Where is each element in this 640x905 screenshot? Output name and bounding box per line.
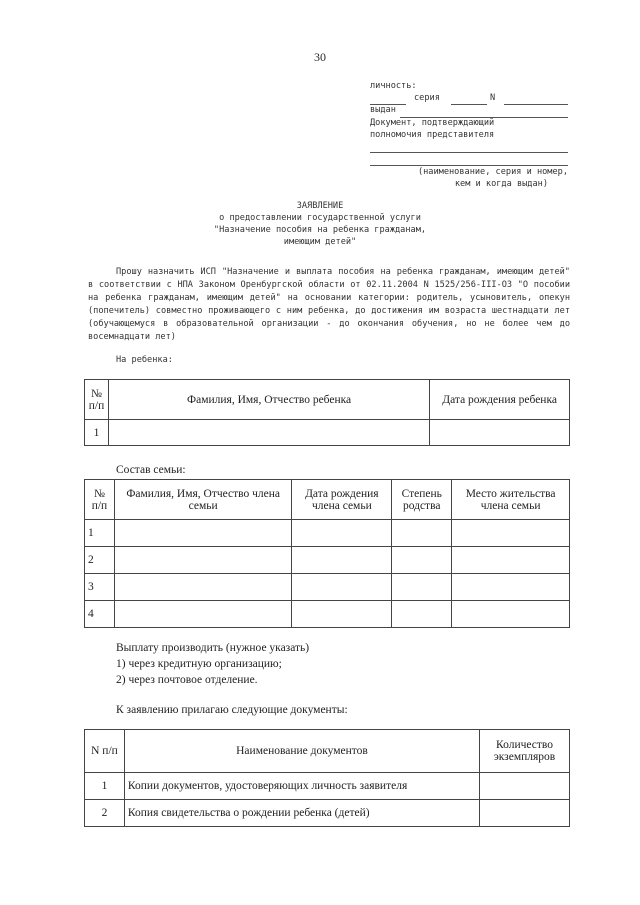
family-row-number: 4 bbox=[85, 601, 115, 628]
doc-row-number: 1 bbox=[85, 773, 125, 800]
documents-table bbox=[84, 729, 570, 827]
number-value-line bbox=[504, 104, 568, 105]
family-residence-cell[interactable] bbox=[452, 574, 570, 601]
documents-label: К заявлению прилагаю следующие документы: bbox=[116, 704, 348, 716]
child-row-number: 1 bbox=[85, 420, 109, 446]
documents-table-header bbox=[85, 730, 570, 773]
family-residence-cell[interactable] bbox=[452, 601, 570, 628]
family-row-number: 1 bbox=[85, 520, 115, 547]
doc-count-cell[interactable] bbox=[480, 800, 570, 827]
request-paragraph: Прошу назначить ИСП "Назначение и выплата пособия на ребенка гражданам, имеющим детей" в соответствии с НПА Законом Оренбургской области от 02.11.2004 N 1525/256-III-ОЗ "О пособии на ребенка гражданам, имеющим детей" на основании категории: родитель, усыновитель, опекун (попечитель) совместно проживающего с ним ребенка, до достижения им возраста шестнадцати лет (обучающемуся в образовательной организации - до окончания обучения, но не более чем до восемнадцати лет) bbox=[88, 267, 570, 342]
child-table-header bbox=[85, 380, 570, 420]
form-subtitle-3: имеющим детей" bbox=[283, 237, 357, 247]
table-row bbox=[85, 420, 570, 446]
child-col-birthdate: Дата рождения ребенка bbox=[430, 380, 570, 420]
payment-label: Выплату производить (нужное указать) bbox=[116, 642, 310, 654]
doc-caption-1: (наименование, серия и номер, bbox=[417, 167, 568, 177]
representative-doc-label: Документ, подтверждающий bbox=[370, 118, 495, 128]
representative-doc-label-2: полномочия представителя bbox=[370, 130, 495, 140]
child-birthdate-cell[interactable] bbox=[430, 420, 570, 446]
series-label: серия bbox=[414, 93, 440, 103]
family-relation-cell[interactable] bbox=[392, 520, 452, 547]
family-relation-cell[interactable] bbox=[392, 601, 452, 628]
series-value-line bbox=[451, 104, 487, 105]
family-col-name: Фамилия, Имя, Отчество члена семьи bbox=[114, 480, 292, 520]
family-col-birthdate: Дата рождения члена семьи bbox=[292, 480, 392, 520]
representative-line-1 bbox=[370, 152, 568, 153]
family-relation-cell[interactable] bbox=[392, 547, 452, 574]
number-label: N bbox=[490, 93, 496, 103]
table-row bbox=[85, 547, 570, 574]
family-col-relation: Степень родства bbox=[392, 480, 452, 520]
doc-name-cell: Копии документов, удостоверяющих личность заявителя bbox=[124, 773, 479, 800]
page-number: 30 bbox=[314, 50, 326, 64]
family-residence-cell[interactable] bbox=[452, 547, 570, 574]
table-row bbox=[85, 601, 570, 628]
payment-option-bank[interactable]: 1) через кредитную организацию; bbox=[116, 658, 282, 670]
docs-col-count: Количество экземпляров bbox=[480, 730, 570, 773]
family-table-header bbox=[85, 480, 570, 520]
table-row bbox=[85, 800, 570, 827]
family-name-cell[interactable] bbox=[114, 601, 292, 628]
doc-count-cell[interactable] bbox=[480, 773, 570, 800]
family-name-cell[interactable] bbox=[114, 574, 292, 601]
doc-name-cell: Копия свидетельства о рождении ребенка (детей) bbox=[124, 800, 479, 827]
child-col-number: № п/п bbox=[85, 380, 109, 420]
form-subtitle-1: о предоставлении государственной услуги bbox=[219, 213, 421, 223]
for-child-label: На ребенка: bbox=[116, 355, 173, 365]
family-name-cell[interactable] bbox=[114, 547, 292, 574]
child-name-cell[interactable] bbox=[108, 420, 429, 446]
family-relation-cell[interactable] bbox=[392, 574, 452, 601]
table-row bbox=[85, 520, 570, 547]
family-name-cell[interactable] bbox=[114, 520, 292, 547]
child-col-name: Фамилия, Имя, Отчество ребенка bbox=[108, 380, 429, 420]
family-label: Состав семьи: bbox=[116, 464, 186, 476]
family-birthdate-cell[interactable] bbox=[292, 547, 392, 574]
doc-row-number: 2 bbox=[85, 800, 125, 827]
child-table bbox=[84, 379, 570, 446]
docs-col-number: N п/п bbox=[85, 730, 125, 773]
identity-label: личность: bbox=[370, 81, 417, 91]
table-row bbox=[85, 574, 570, 601]
family-residence-cell[interactable] bbox=[452, 520, 570, 547]
form-subtitle-2: "Назначение пособия на ребенка гражданам, bbox=[213, 225, 427, 235]
family-table bbox=[84, 479, 570, 628]
payment-option-post[interactable]: 2) через почтовое отделение. bbox=[116, 674, 258, 686]
family-birthdate-cell[interactable] bbox=[292, 574, 392, 601]
issued-label: выдан bbox=[370, 105, 396, 115]
table-row bbox=[85, 773, 570, 800]
doc-caption-2: кем и когда выдан) bbox=[454, 179, 548, 189]
family-birthdate-cell[interactable] bbox=[292, 601, 392, 628]
form-title: ЗАЯВЛЕНИЕ bbox=[296, 201, 344, 211]
family-row-number: 3 bbox=[85, 574, 115, 601]
docs-col-name: Наименование документов bbox=[124, 730, 479, 773]
family-col-residence: Место жительства члена семьи bbox=[452, 480, 570, 520]
family-row-number: 2 bbox=[85, 547, 115, 574]
family-col-number: № п/п bbox=[85, 480, 115, 520]
family-birthdate-cell[interactable] bbox=[292, 520, 392, 547]
